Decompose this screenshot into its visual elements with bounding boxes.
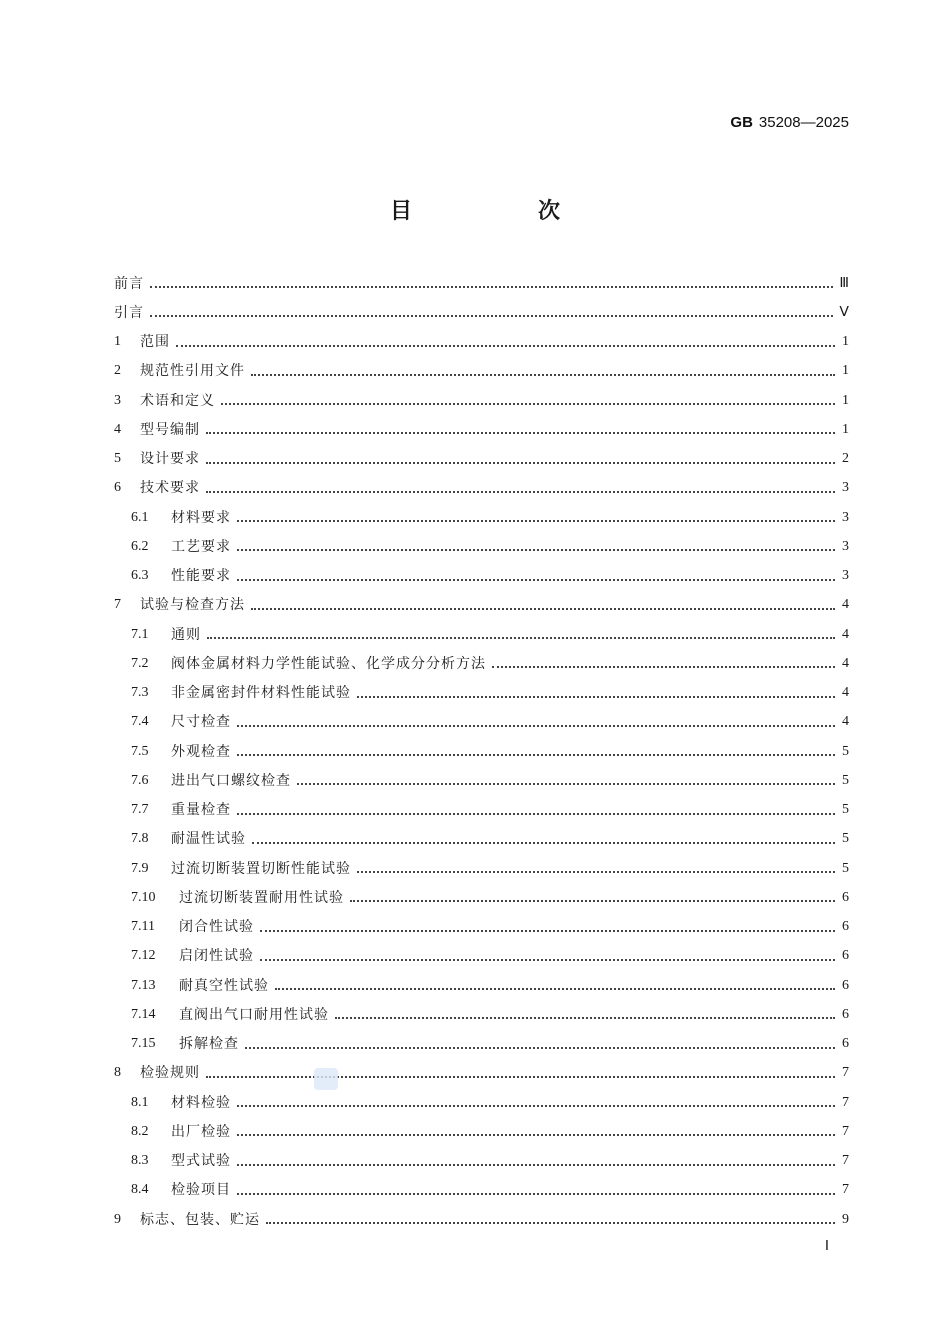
toc-entry[interactable] xyxy=(114,679,849,708)
toc-entry-number: 7.6 xyxy=(131,772,149,788)
toc-entry-label: 前言 xyxy=(114,275,144,292)
toc-entry-number: 8.2 xyxy=(131,1123,149,1139)
toc-entry-page: 3 xyxy=(842,538,849,554)
toc-entry-number: 8.4 xyxy=(131,1182,149,1198)
toc-title: 目 次 xyxy=(389,199,612,224)
toc-entry-page: 6 xyxy=(842,889,849,905)
toc-entry[interactable] xyxy=(114,825,849,854)
toc-leader-dots xyxy=(206,431,835,434)
toc-entry-label: 非金属密封件材料性能试验 xyxy=(171,685,351,702)
toc-leader-dots xyxy=(237,548,835,551)
toc-entry[interactable] xyxy=(114,591,849,620)
standard-code: 35208—2025 xyxy=(758,114,849,131)
toc-entry[interactable] xyxy=(114,269,849,298)
toc-entry[interactable] xyxy=(114,971,849,1000)
toc-entry-number: 7.13 xyxy=(131,977,156,993)
toc-entry-label: 性能要求 xyxy=(171,568,231,585)
toc-entry[interactable] xyxy=(114,1088,849,1117)
toc-entry-page: Ⅲ xyxy=(839,275,849,291)
toc-entry-label: 材料要求 xyxy=(171,509,231,526)
toc-entry-label: 术语和定义 xyxy=(140,392,215,409)
toc-leader-dots xyxy=(150,314,833,317)
toc-entry[interactable] xyxy=(114,737,849,766)
toc-leader-dots xyxy=(237,1192,835,1195)
toc-entry-page: 4 xyxy=(842,655,849,671)
toc-entry-page: 1 xyxy=(842,421,849,437)
toc-leader-dots xyxy=(237,519,835,522)
toc-entry[interactable] xyxy=(114,357,849,386)
toc-leader-dots xyxy=(237,1104,835,1107)
toc-entry-number: 7.11 xyxy=(131,919,155,935)
toc-entry-page: 5 xyxy=(842,860,849,876)
toc-leader-dots xyxy=(237,578,835,581)
toc-entry-number: 5 xyxy=(114,451,121,467)
toc-entry-page: 6 xyxy=(842,919,849,935)
toc-entry-label: 进出气口螺纹检查 xyxy=(171,772,291,789)
toc-leader-dots xyxy=(150,285,833,288)
toc-entry[interactable] xyxy=(114,562,849,591)
toc-entry-label: 外观检查 xyxy=(171,743,231,760)
toc-entry[interactable] xyxy=(114,298,849,327)
toc-leader-dots xyxy=(275,987,835,990)
toc-entry-label: 型号编制 xyxy=(140,421,200,438)
toc-entry-page: 6 xyxy=(842,1036,849,1052)
toc-entry-number: 7.3 xyxy=(131,685,149,701)
toc-entry-number: 1 xyxy=(114,334,121,350)
toc-leader-dots xyxy=(251,373,835,376)
toc-entry-label: 试验与检查方法 xyxy=(140,597,245,614)
toc-leader-dots xyxy=(206,490,835,493)
toc-entry-label: 过流切断装置耐用性试验 xyxy=(179,889,344,906)
page-number: Ⅰ xyxy=(824,1239,829,1254)
toc-entry[interactable] xyxy=(114,415,849,444)
toc-entry-page: 5 xyxy=(842,772,849,788)
toc-entry-number: 6.3 xyxy=(131,568,149,584)
toc-entry-label: 范围 xyxy=(140,334,170,351)
toc-entry-page: 6 xyxy=(842,948,849,964)
toc-entry-number: 7.10 xyxy=(131,889,156,905)
toc-entry-label: 出厂检验 xyxy=(171,1123,231,1140)
toc-entry-label: 引言 xyxy=(114,304,144,321)
toc-entry-number: 9 xyxy=(114,1211,121,1227)
toc-entry-number: 7.1 xyxy=(131,626,149,642)
toc-leader-dots xyxy=(266,1221,835,1224)
toc-entry-page: 6 xyxy=(842,977,849,993)
toc-leader-dots xyxy=(251,607,835,610)
toc-entry-label: 技术要求 xyxy=(140,480,200,497)
toc-leader-dots xyxy=(207,636,835,639)
toc-entry-page: 7 xyxy=(842,1065,849,1081)
toc-entry-label: 耐真空性试验 xyxy=(179,977,269,994)
toc-entry-number: 7.8 xyxy=(131,831,149,847)
toc-entry-page: 4 xyxy=(842,685,849,701)
toc-entry-page: 4 xyxy=(842,626,849,642)
toc-entry-page: 4 xyxy=(842,714,849,730)
toc-entry-label: 标志、包装、贮运 xyxy=(140,1211,260,1228)
toc-entry[interactable] xyxy=(114,649,849,678)
toc-entry-label: 拆解检查 xyxy=(179,1036,239,1053)
toc-entry-page: 7 xyxy=(842,1094,849,1110)
toc-entry[interactable] xyxy=(114,474,849,503)
toc-leader-dots xyxy=(237,812,835,815)
toc-leader-dots xyxy=(492,665,835,668)
toc-leader-dots xyxy=(260,929,835,932)
toc-entry[interactable] xyxy=(114,620,849,649)
toc-leader-dots xyxy=(221,402,835,405)
toc-entry[interactable] xyxy=(114,328,849,357)
toc-entry-label: 闭合性试验 xyxy=(179,919,254,936)
toc-entry-number: 8 xyxy=(114,1065,121,1081)
toc-entry-label: 检验项目 xyxy=(171,1182,231,1199)
toc-entry-number: 7.15 xyxy=(131,1036,156,1052)
toc-entry-number: 7.12 xyxy=(131,948,156,964)
toc-entry-page: 7 xyxy=(842,1123,849,1139)
toc-leader-dots xyxy=(335,1016,835,1019)
toc-entry[interactable] xyxy=(114,708,849,737)
toc-leader-dots xyxy=(297,782,835,785)
toc-entry[interactable] xyxy=(114,942,849,971)
toc-entry[interactable] xyxy=(114,1117,849,1146)
toc-entry-label: 材料检验 xyxy=(171,1094,231,1111)
toc-entry-page: 5 xyxy=(842,743,849,759)
toc-entry-number: 7.2 xyxy=(131,655,149,671)
toc-entry-page: 7 xyxy=(842,1153,849,1169)
toc-leader-dots xyxy=(206,1075,835,1078)
toc-entry-number: 6.2 xyxy=(131,538,149,554)
toc-entry-page: Ⅴ xyxy=(839,304,849,320)
toc-entry-number: 7 xyxy=(114,597,121,613)
toc-entry-label: 过流切断装置切断性能试验 xyxy=(171,860,351,877)
toc-entry-page: 1 xyxy=(842,334,849,350)
toc-entry-number: 7.7 xyxy=(131,802,149,818)
standard-prefix: GB xyxy=(730,114,753,131)
toc-leader-dots xyxy=(237,1163,835,1166)
toc-entry-number: 6 xyxy=(114,480,121,496)
toc-entry-page: 2 xyxy=(842,451,849,467)
toc-entry[interactable] xyxy=(114,1000,849,1029)
table-of-contents xyxy=(114,269,849,1234)
toc-leader-dots xyxy=(350,899,835,902)
toc-entry-page: 6 xyxy=(842,1006,849,1022)
toc-leader-dots xyxy=(237,1133,835,1136)
toc-entry-number: 6.1 xyxy=(131,509,149,525)
toc-entry-page: 3 xyxy=(842,509,849,525)
toc-entry[interactable] xyxy=(114,796,849,825)
toc-leader-dots xyxy=(357,695,835,698)
toc-entry[interactable] xyxy=(114,445,849,474)
toc-leader-dots xyxy=(252,841,835,844)
toc-entry-page: 9 xyxy=(842,1211,849,1227)
toc-entry-number: 4 xyxy=(114,421,121,437)
toc-entry[interactable] xyxy=(114,766,849,795)
toc-entry-number: 8.1 xyxy=(131,1094,149,1110)
toc-entry-label: 直阀出气口耐用性试验 xyxy=(179,1006,329,1023)
toc-leader-dots xyxy=(237,724,835,727)
toc-leader-dots xyxy=(260,958,835,961)
standard-number xyxy=(730,114,849,131)
toc-leader-dots xyxy=(176,344,835,347)
toc-entry-page: 7 xyxy=(842,1182,849,1198)
toc-entry[interactable] xyxy=(114,1059,849,1088)
toc-entry-label: 设计要求 xyxy=(140,451,200,468)
toc-entry-number: 8.3 xyxy=(131,1153,149,1169)
toc-leader-dots xyxy=(245,1046,835,1049)
toc-entry-number: 7.14 xyxy=(131,1006,156,1022)
toc-entry-label: 耐温性试验 xyxy=(171,831,246,848)
toc-entry[interactable] xyxy=(114,913,849,942)
toc-entry-page: 1 xyxy=(842,363,849,379)
toc-entry-label: 工艺要求 xyxy=(171,538,231,555)
toc-entry[interactable] xyxy=(114,1205,849,1234)
toc-entry[interactable] xyxy=(114,532,849,561)
toc-entry[interactable] xyxy=(114,386,849,415)
toc-leader-dots xyxy=(357,870,835,873)
toc-entry-label: 通则 xyxy=(171,626,201,643)
toc-entry-label: 启闭性试验 xyxy=(179,948,254,965)
toc-entry-number: 7.9 xyxy=(131,860,149,876)
toc-entry-page: 3 xyxy=(842,480,849,496)
toc-entry-number: 7.4 xyxy=(131,714,149,730)
toc-entry-page: 4 xyxy=(842,597,849,613)
toc-entry-label: 检验规则 xyxy=(140,1065,200,1082)
toc-entry-number: 3 xyxy=(114,392,121,408)
toc-entry[interactable] xyxy=(114,1147,849,1176)
toc-entry-label: 尺寸检查 xyxy=(171,714,231,731)
toc-entry-page: 1 xyxy=(842,392,849,408)
toc-leader-dots xyxy=(206,461,835,464)
toc-entry[interactable] xyxy=(114,1030,849,1059)
toc-entry-page: 5 xyxy=(842,831,849,847)
toc-entry-number: 2 xyxy=(114,363,121,379)
toc-entry[interactable] xyxy=(114,854,849,883)
toc-entry-label: 规范性引用文件 xyxy=(140,363,245,380)
watermark-logo xyxy=(314,1068,338,1090)
toc-leader-dots xyxy=(237,753,835,756)
toc-entry[interactable] xyxy=(114,503,849,532)
toc-entry-page: 3 xyxy=(842,568,849,584)
toc-entry-page: 5 xyxy=(842,802,849,818)
toc-entry-label: 型式试验 xyxy=(171,1153,231,1170)
toc-entry[interactable] xyxy=(114,1176,849,1205)
toc-entry-number: 7.5 xyxy=(131,743,149,759)
toc-entry[interactable] xyxy=(114,883,849,912)
toc-entry-label: 重量检查 xyxy=(171,802,231,819)
toc-entry-label: 阀体金属材料力学性能试验、化学成分分析方法 xyxy=(171,655,486,672)
